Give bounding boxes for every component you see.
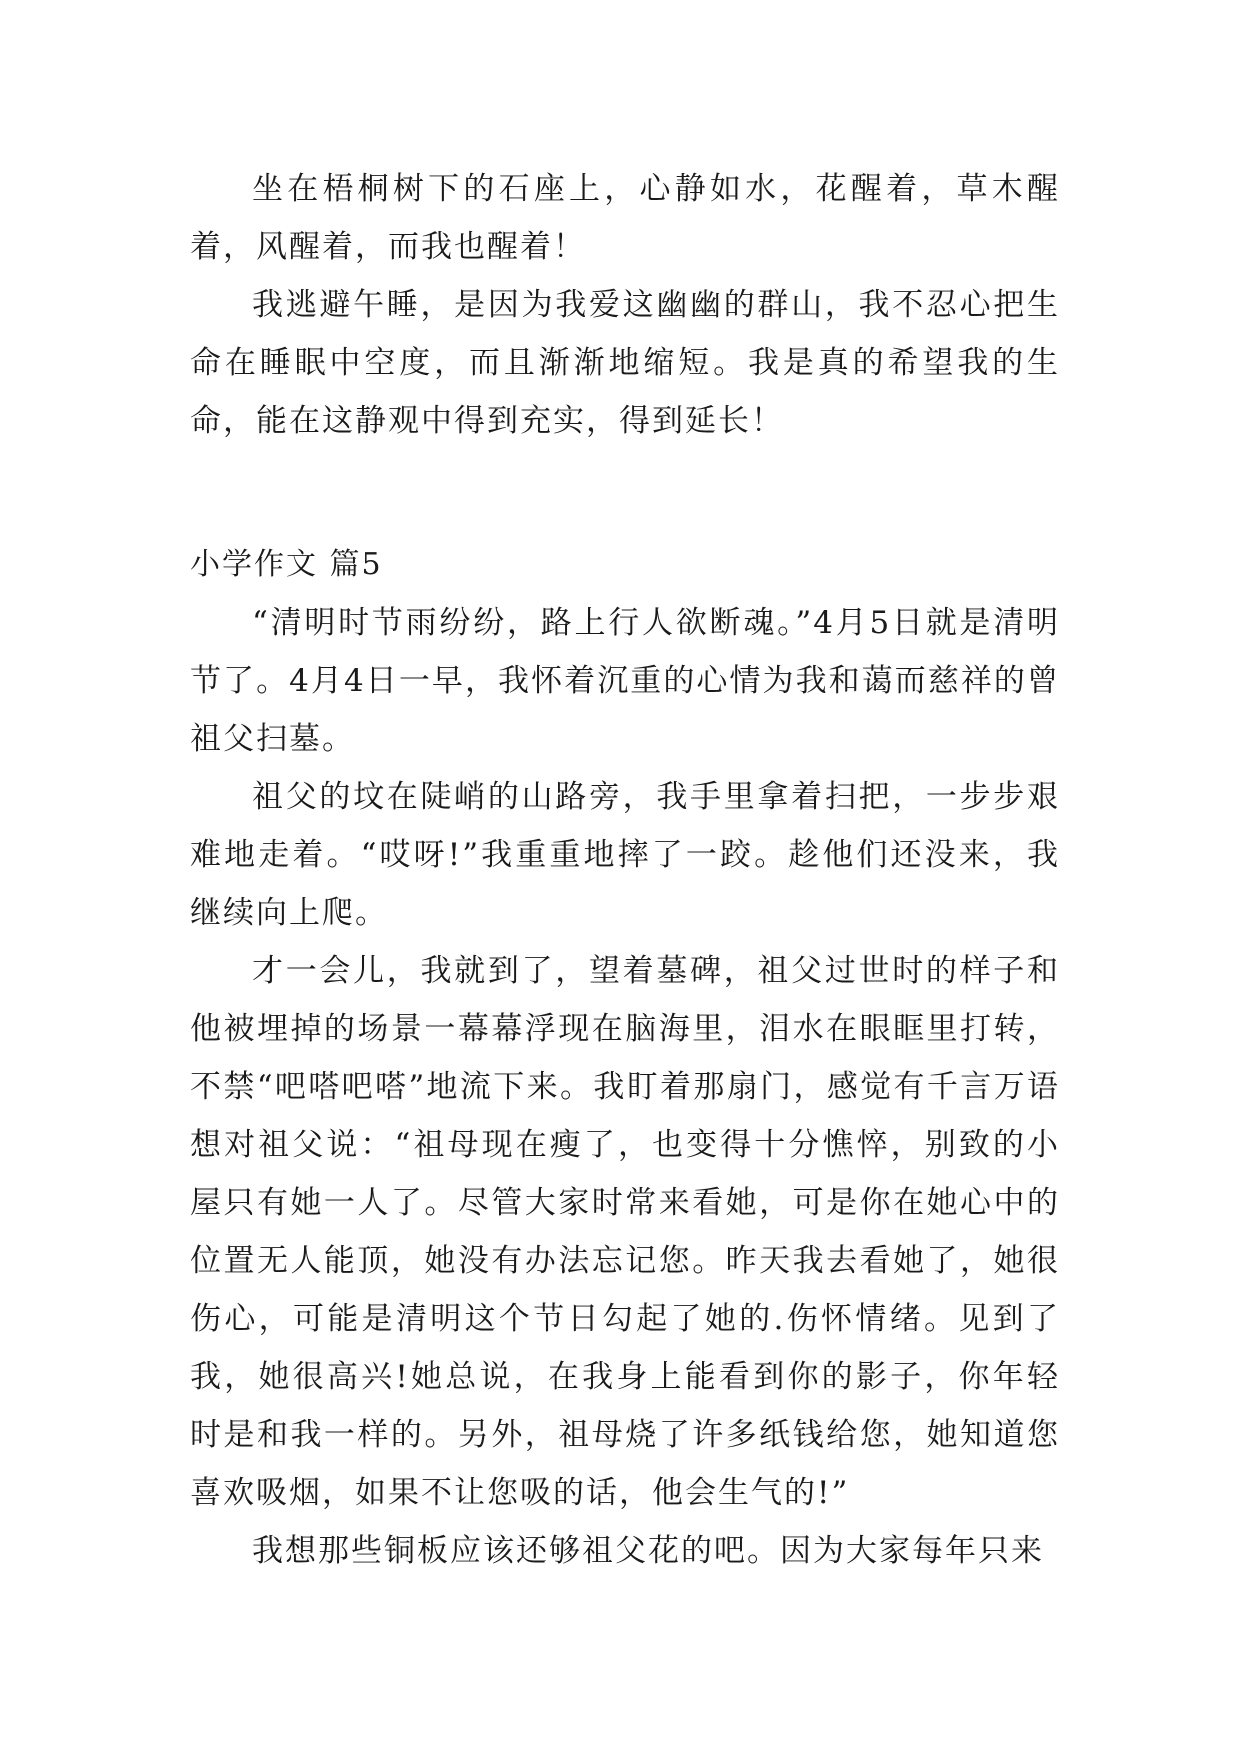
paragraph: 才一会儿，我就到了，望着墓碑，祖父过世时的样子和他被埋掉的场景一幕幕浮现在脑海里，泪水在眼眶里打转，不禁“吧嗒吧嗒”地流下来。我盯着那扇门，感觉有千言万语想对祖父说：“祖母现在瘦了，也变得十分憔悴，别致的小屋只有她一人了。尽管大家时常来看她，可是你在她心中的位置无人能顶，她没有办法忘记您。昨天我去看她了，她很伤心，可能是清明这个节日勾起了她的.伤怀情绪。见到了我，她很高兴!她总说，在我身上能看到你的影子，你年轻时是和我一样的。另外，祖母烧了许多纸钱给您，她知道您喜欢吸烟，如果不让您吸的话，他会生气的!” <box>190 953 1060 1511</box>
section-title: 小学作文 篇5 <box>190 547 383 582</box>
paragraph: “清明时节雨纷纷，路上行人欲断魂。”4月5日就是清明节了。4月4日一早，我怀着沉重的心情为我和蔼而慈祥的曾祖父扫墓。 <box>190 605 1060 757</box>
paragraph: 我想那些铜板应该还够祖父花的吧。因为大家每年只来 <box>252 1533 1044 1569</box>
document-body <box>190 160 1060 1580</box>
paragraph: 我逃避午睡，是因为我爱这幽幽的群山，我不忍心把生命在睡眠中空度，而且渐渐地缩短。我是真的希望我的生命，能在这静观中得到充实，得到延长！ <box>190 287 1060 439</box>
paragraph: 坐在梧桐树下的石座上，心静如水，花醒着，草木醒着，风醒着，而我也醒着！ <box>190 171 1060 265</box>
paragraph: 祖父的坟在陡峭的山路旁，我手里拿着扫把，一步步艰难地走着。“哎呀!”我重重地摔了一跤。趁他们还没来，我继续向上爬。 <box>190 779 1060 931</box>
